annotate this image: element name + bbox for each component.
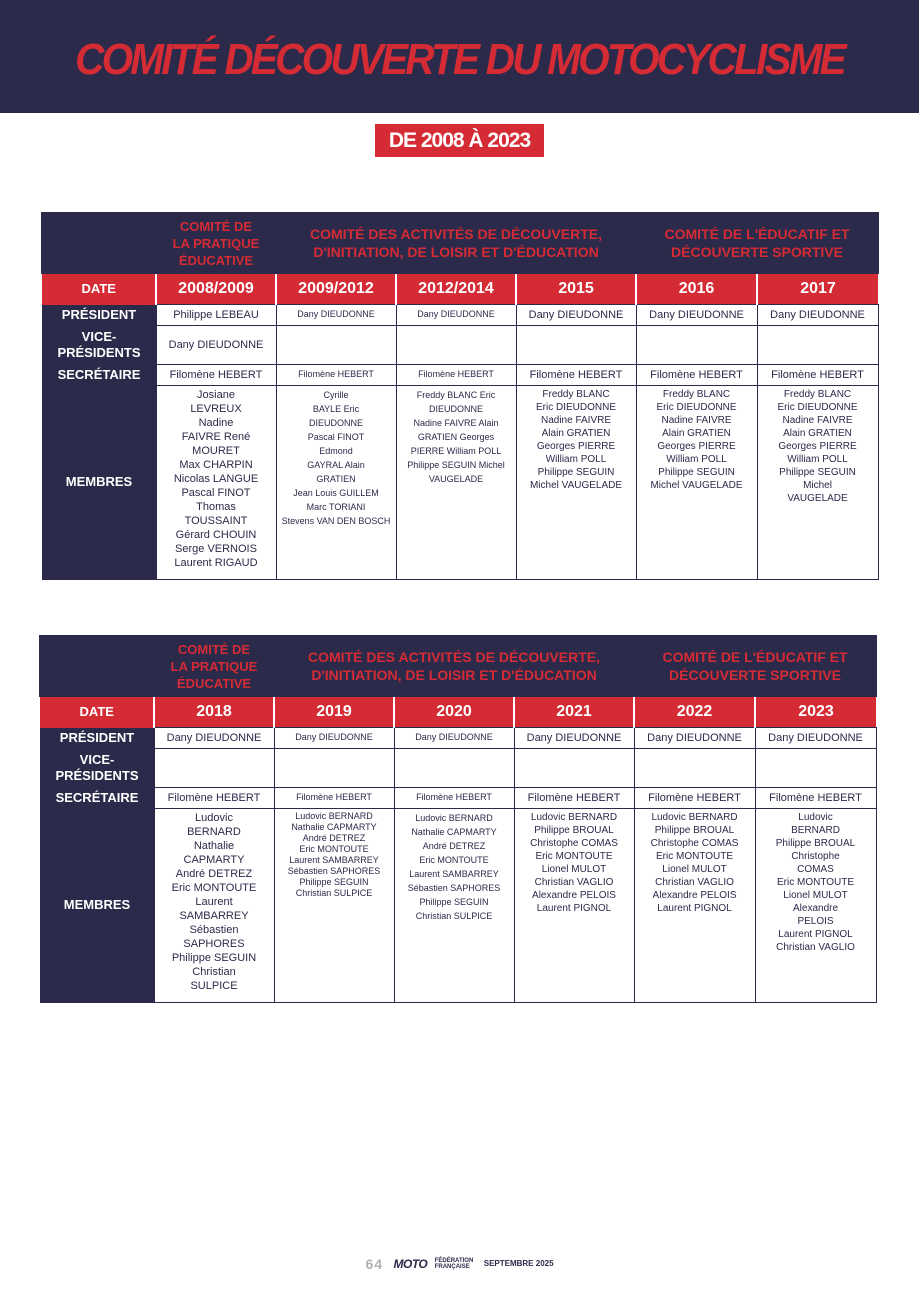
date-row: [42, 273, 878, 304]
secretary-row: [42, 364, 878, 385]
date-row: [40, 696, 876, 727]
members-cell: Ludovic BERNARD Philippe BROUAL Christophe COMAS Eric MONTOUTE Lionel MULOT Alexandre PELOIS Laurent PIGNOL Christian VAGLIO: [755, 808, 876, 1002]
members-cell: Freddy BLANC Eric DIEUDONNE Nadine FAIVRE Alain GRATIEN Georges PIERRE William POLL Philippe SEGUIN Michel VAUGELADE: [396, 385, 516, 579]
members-cell: Ludovic BERNARD Philippe BROUAL Christophe COMAS Eric MONTOUTE Lionel MULOT Christian VAGLIO Alexandre PELOIS Laurent PIGNOL: [634, 808, 755, 1002]
row-label-date: DATE: [42, 273, 156, 304]
members-cell: Josiane LEVREUX Nadine FAIVRE René MOURET Max CHARPIN Nicolas LANGUE Pascal FINOT Thomas TOUSSAINT Gérard CHOUIN Serge VERNOIS Laurent RIGAUD: [156, 385, 276, 579]
secretary-cell: Filomène HEBERT: [516, 364, 636, 385]
row-label-president: PRÉSIDENT: [42, 304, 156, 325]
vice-president-cell: [276, 325, 396, 364]
issue-date: SEPTEMBRE 2025: [483, 1259, 554, 1269]
row-label-president: PRÉSIDENT: [40, 727, 154, 748]
secretary-cell: Filomène HEBERT: [154, 787, 274, 808]
members-cell: Freddy BLANC Eric DIEUDONNE Nadine FAIVRE Alain GRATIEN Georges PIERRE William POLL Philippe SEGUIN Michel VAUGELADE: [516, 385, 636, 579]
president-cell: Dany DIEUDONNE: [396, 304, 516, 325]
secretary-cell: Filomène HEBERT: [396, 364, 516, 385]
vice-president-cell: [274, 748, 394, 787]
date-cell: 2022: [634, 696, 755, 727]
ffm-logo: MOTO: [393, 1256, 428, 1271]
vice-president-cell: [394, 748, 514, 787]
president-cell: Dany DIEUDONNE: [634, 727, 755, 748]
secretary-cell: Filomène HEBERT: [636, 364, 757, 385]
secretary-cell: Filomène HEBERT: [274, 787, 394, 808]
president-cell: Dany DIEUDONNE: [755, 727, 876, 748]
group-educatif-decouverte: [636, 213, 878, 273]
secretary-row: [40, 787, 876, 808]
vice-president-cell: [516, 325, 636, 364]
members-row: [42, 385, 878, 579]
vice-president-cell: Dany DIEUDONNE: [156, 325, 276, 364]
president-row: [42, 304, 878, 325]
president-cell: Dany DIEUDONNE: [757, 304, 878, 325]
secretary-cell: Filomène HEBERT: [394, 787, 514, 808]
president-cell: Dany DIEUDONNE: [514, 727, 634, 748]
vice-president-cell: [755, 748, 876, 787]
row-label-secretary: SECRÉTAIRE: [40, 787, 154, 808]
group-header-row: [40, 636, 876, 696]
president-cell: Philippe LEBEAU: [156, 304, 276, 325]
group-activites-decouverte: [274, 636, 634, 696]
members-cell: Cyrille BAYLE Eric DIEUDONNE Pascal FINOT Edmond GAYRAL Alain GRATIEN Jean Louis GUILLEM Marc TORIANI Stevens VAN DEN BOSCH: [276, 385, 396, 579]
row-label-vice-presidents: VICE- PRÉSIDENTS: [40, 748, 154, 787]
date-cell: 2012/2014: [396, 273, 516, 304]
date-cell: 2015: [516, 273, 636, 304]
secretary-cell: Filomène HEBERT: [755, 787, 876, 808]
group-label: COMITÉ DE LA PRATIQUE ÉDUCATIVE: [172, 218, 260, 268]
corner-cell: [42, 213, 156, 273]
members-cell: Ludovic BERNARD Nathalie CAPMARTY André DETREZ Eric MONTOUTE Laurent SAMBARREY Sébastien SAPHORES Philippe SEGUIN Christian SULPICE: [274, 808, 394, 1002]
page-title: COMITÉ DÉCOUVERTE DU MOTOCYCLISME: [75, 35, 844, 84]
members-cell: Ludovic BERNARD Nathalie CAPMARTY André DETREZ Eric MONTOUTE Laurent SAMBARREY Sébastien SAPHORES Philippe SEGUIN Christian SULPICE: [394, 808, 514, 1002]
row-label-secretary: SECRÉTAIRE: [42, 364, 156, 385]
secretary-cell: Filomène HEBERT: [757, 364, 878, 385]
secretary-cell: Filomène HEBERT: [634, 787, 755, 808]
vice-president-cell: [396, 325, 516, 364]
vice-president-cell: [636, 325, 757, 364]
committee-table-2018-2023: [39, 635, 877, 1003]
members-cell: Freddy BLANC Eric DIEUDONNE Nadine FAIVRE Alain GRATIEN Georges PIERRE William POLL Philippe SEGUIN Michel VAUGELADE: [636, 385, 757, 579]
group-label: COMITÉ DES ACTIVITÉS DE DÉCOUVERTE, D'INITIATION, DE LOISIR ET D'ÉDUCATION: [308, 649, 600, 684]
president-cell: Dany DIEUDONNE: [516, 304, 636, 325]
president-cell: Dany DIEUDONNE: [636, 304, 757, 325]
period-badge: DE 2008 À 2023: [375, 124, 544, 157]
president-cell: Dany DIEUDONNE: [276, 304, 396, 325]
vice-president-cell: [757, 325, 878, 364]
row-label-vice-presidents: VICE- PRÉSIDENTS: [42, 325, 156, 364]
corner-cell: [40, 636, 154, 696]
date-cell: 2021: [514, 696, 634, 727]
date-cell: 2009/2012: [276, 273, 396, 304]
vice-presidents-row: [42, 325, 878, 364]
group-pratique-educative: [154, 636, 274, 696]
president-cell: Dany DIEUDONNE: [274, 727, 394, 748]
committee-table-2008-2017: [41, 212, 879, 580]
group-label: COMITÉ DE L'ÉDUCATIF ET DÉCOUVERTE SPORTIVE: [664, 226, 850, 261]
president-cell: Dany DIEUDONNE: [394, 727, 514, 748]
president-cell: Dany DIEUDONNE: [154, 727, 274, 748]
president-row: [40, 727, 876, 748]
vice-president-cell: [634, 748, 755, 787]
row-label-date: DATE: [40, 696, 154, 727]
page-number: 64: [365, 1255, 384, 1272]
date-cell: 2018: [154, 696, 274, 727]
secretary-cell: Filomène HEBERT: [276, 364, 396, 385]
page-footer: [0, 1255, 919, 1275]
vice-presidents-row: [40, 748, 876, 787]
group-label: COMITÉ DES ACTIVITÉS DE DÉCOUVERTE, D'INITIATION, DE LOISIR ET D'ÉDUCATION: [310, 226, 602, 261]
group-pratique-educative: [156, 213, 276, 273]
group-label: COMITÉ DE LA PRATIQUE ÉDUCATIVE: [170, 641, 258, 691]
federation-label: FÉDÉRATION FRANÇAISE: [434, 1257, 474, 1270]
date-cell: 2008/2009: [156, 273, 276, 304]
secretary-cell: Filomène HEBERT: [156, 364, 276, 385]
vice-president-cell: [154, 748, 274, 787]
group-label: COMITÉ DE L'ÉDUCATIF ET DÉCOUVERTE SPORTIVE: [662, 649, 848, 684]
row-label-members: MEMBRES: [40, 808, 154, 1002]
group-activites-decouverte: [276, 213, 636, 273]
row-label-members: MEMBRES: [42, 385, 156, 579]
date-cell: 2019: [274, 696, 394, 727]
vice-president-cell: [514, 748, 634, 787]
members-cell: Ludovic BERNARD Nathalie CAPMARTY André DETREZ Eric MONTOUTE Laurent SAMBARREY Sébastien SAPHORES Philippe SEGUIN Christian SULPICE: [154, 808, 274, 1002]
members-row: [40, 808, 876, 1002]
group-header-row: [42, 213, 878, 273]
members-cell: Ludovic BERNARD Philippe BROUAL Christophe COMAS Eric MONTOUTE Lionel MULOT Christian VAGLIO Alexandre PELOIS Laurent PIGNOL: [514, 808, 634, 1002]
members-cell: Freddy BLANC Eric DIEUDONNE Nadine FAIVRE Alain GRATIEN Georges PIERRE William POLL Philippe SEGUIN Michel VAUGELADE: [757, 385, 878, 579]
group-educatif-decouverte: [634, 636, 876, 696]
date-cell: 2020: [394, 696, 514, 727]
date-cell: 2017: [757, 273, 878, 304]
date-cell: 2016: [636, 273, 757, 304]
date-cell: 2023: [755, 696, 876, 727]
secretary-cell: Filomène HEBERT: [514, 787, 634, 808]
